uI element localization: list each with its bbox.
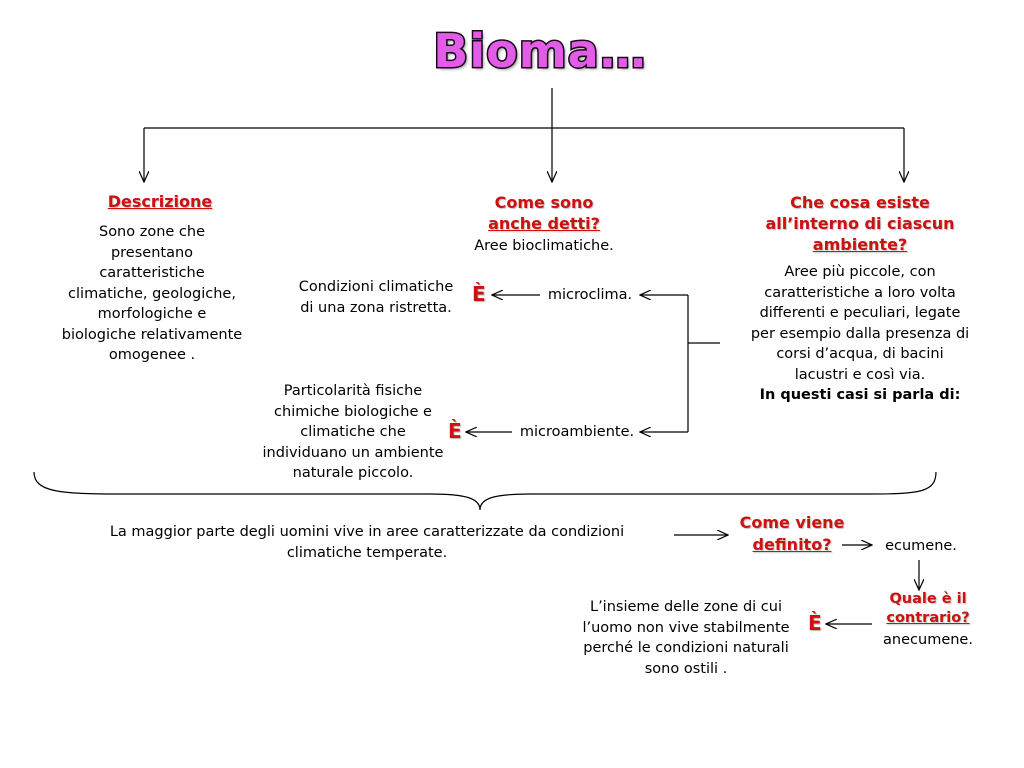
microambiente-label: microambiente. xyxy=(519,424,635,440)
anecumene-label: anecumene. xyxy=(883,632,973,648)
anecumene-definition: L’insieme delle zone di cui l’uomo non vive stabilmente perché le condizioni naturali sono ostili . xyxy=(582,599,790,677)
anecumene-e: È xyxy=(808,611,822,635)
microambiente-e: È xyxy=(448,419,462,443)
page-title: Bioma… xyxy=(433,24,647,78)
microambiente-definition: Particolarità fisiche chimiche biologiche e climatiche che individuano un ambiente naturale piccolo. xyxy=(262,383,444,481)
quale-contrario-heading: Quale è il contrario? xyxy=(886,591,970,626)
descrizione-heading: Descrizione xyxy=(107,192,213,211)
microclima-definition: Condizioni climatiche di una zona ristretta. xyxy=(298,279,454,316)
come-viene-heading: Come viene definito? xyxy=(739,513,845,554)
descrizione-text: Sono zone che presentano caratteristiche climatiche, geologiche, morfologiche e biologiche relativamente omogenee . xyxy=(61,224,243,363)
curly-brace xyxy=(34,472,936,510)
microclima-label: microclima. xyxy=(547,287,633,303)
maggior-parte-text: La maggior parte degli uomini vive in aree caratterizzate da condizioni climatiche temperate. xyxy=(109,524,625,561)
come-sono-answer: Aree bioclimatiche. xyxy=(474,238,614,254)
che-cosa-text: Aree più piccole, con caratteristiche a loro volta differenti e peculiari, legate per esempio dalla presenza di corsi d’acqua, di bacini lacustri e così via. In questi casi si parla di: xyxy=(750,264,970,403)
come-sono-heading: Come sono anche detti? xyxy=(488,193,600,233)
ecumene-label: ecumene. xyxy=(885,538,957,554)
microclima-e: È xyxy=(472,282,486,306)
che-cosa-heading: Che cosa esiste all’interno di ciascun ambiente? xyxy=(765,193,955,254)
